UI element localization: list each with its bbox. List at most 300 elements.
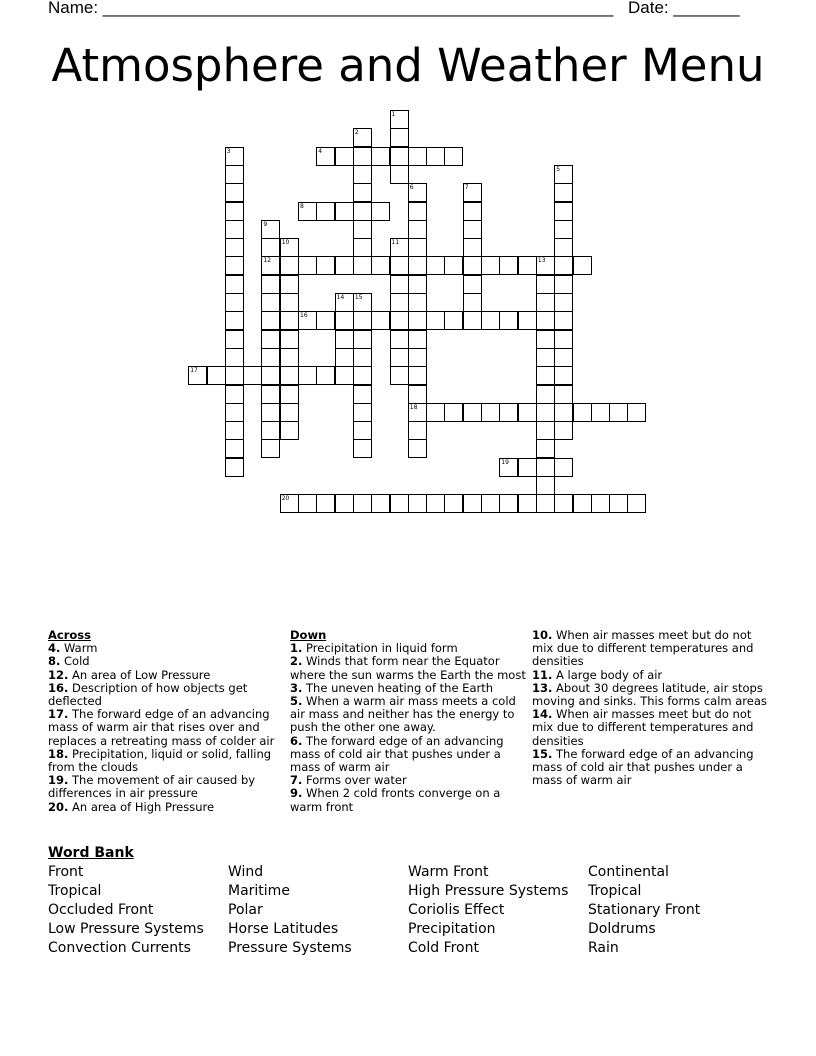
clue-number: 9.: [290, 786, 303, 801]
clue-text: The forward edge of an advancing mass of warm air that rises over and replaces a retreating mass of colder air: [48, 707, 275, 748]
crossword-cell[interactable]: [390, 238, 409, 257]
crossword-cell[interactable]: [298, 366, 317, 385]
crossword-cell[interactable]: [536, 458, 555, 477]
crossword-cell[interactable]: [280, 403, 299, 422]
clue-text: The forward edge of an advancing mass of cold air that pushes under a mass of warm air: [290, 733, 504, 775]
down-clue: [290, 655, 526, 681]
crossword-cell[interactable]: [353, 494, 372, 513]
crossword-cell[interactable]: [353, 147, 372, 166]
crossword-cell[interactable]: [463, 183, 482, 202]
crossword-cell[interactable]: [573, 256, 592, 275]
down-clue: [532, 708, 768, 748]
crossword-cell[interactable]: [280, 385, 299, 404]
crossword-cell[interactable]: [225, 439, 244, 458]
crossword-cell[interactable]: [225, 366, 244, 385]
crossword-cell[interactable]: [536, 366, 555, 385]
crossword-cell[interactable]: [261, 293, 280, 312]
crossword-cell[interactable]: [390, 348, 409, 367]
page-title: Atmosphere and Weather Menu: [51, 39, 765, 92]
crossword-cell[interactable]: [408, 385, 427, 404]
crossword-cell[interactable]: [481, 494, 500, 513]
crossword-cell[interactable]: [518, 311, 537, 330]
word-bank-word: Warm Front: [408, 864, 489, 880]
clue-number: 12: [263, 257, 272, 265]
crossword-cell[interactable]: [280, 366, 299, 385]
crossword-cell[interactable]: [536, 439, 555, 458]
crossword-cell[interactable]: [225, 238, 244, 257]
crossword-cell[interactable]: [444, 494, 463, 513]
crossword-cell[interactable]: [353, 311, 372, 330]
clue-number: 20.: [48, 799, 69, 814]
clue-number: 10: [281, 239, 290, 247]
crossword-cell[interactable]: [335, 494, 354, 513]
crossword-cell[interactable]: [261, 421, 280, 440]
crossword-cell[interactable]: [335, 293, 354, 312]
crossword-cell[interactable]: [243, 366, 262, 385]
crossword-cell[interactable]: [353, 330, 372, 349]
crossword-cell[interactable]: [609, 403, 628, 422]
word-bank-column-4: [588, 863, 700, 958]
crossword-cell[interactable]: [280, 293, 299, 312]
clue-text: An area of High Pressure: [68, 799, 215, 814]
word-bank-word: Horse Latitudes: [228, 921, 339, 937]
clue-text: Precipitation in liquid form: [302, 641, 458, 656]
crossword-cell[interactable]: [353, 202, 372, 221]
down-clue: [532, 629, 768, 669]
word-bank-word: Wind: [228, 864, 264, 880]
across-clue: [48, 774, 280, 800]
crossword-cell[interactable]: [353, 385, 372, 404]
clue-number: 10.: [532, 628, 553, 642]
crossword-cell[interactable]: [554, 238, 573, 257]
crossword-cell[interactable]: [335, 256, 354, 275]
clue-number: 7.: [290, 773, 303, 788]
across-clue: [48, 682, 280, 708]
down-clue: [532, 682, 768, 708]
crossword-cell[interactable]: [390, 110, 409, 129]
crossword-cell[interactable]: [371, 202, 390, 221]
crossword-cell[interactable]: [371, 147, 390, 166]
crossword-cell[interactable]: [353, 348, 372, 367]
crossword-cell[interactable]: [463, 275, 482, 294]
crossword-cell[interactable]: [280, 311, 299, 330]
word-bank-word: Coriolis Effect: [408, 902, 505, 918]
crossword-cell[interactable]: [261, 366, 280, 385]
crossword-cell[interactable]: [518, 494, 537, 513]
crossword-cell[interactable]: [335, 366, 354, 385]
crossword-cell[interactable]: [481, 403, 500, 422]
clue-text: The forward edge of an advancing mass of cold air that pushes under a mass of warm air: [532, 746, 754, 788]
word-bank-word: Doldrums: [588, 921, 656, 937]
crossword-cell[interactable]: [536, 494, 555, 513]
clue-text: The movement of air caused by differences in air pressure: [48, 773, 256, 801]
crossword-cell[interactable]: [353, 293, 372, 312]
clue-text: When 2 cold fronts converge on a warm front: [290, 786, 501, 814]
clue-text: Description of how objects get deflected: [48, 680, 248, 709]
crossword-cell[interactable]: [536, 476, 555, 495]
crossword-cell[interactable]: [316, 147, 335, 166]
clue-number: 4.: [48, 641, 61, 656]
clue-number: 6.: [290, 733, 303, 748]
crossword-cell[interactable]: [261, 403, 280, 422]
crossword-cell[interactable]: [353, 366, 372, 385]
crossword-cell[interactable]: [536, 311, 555, 330]
crossword-cell[interactable]: [371, 256, 390, 275]
clue-text: The uneven heating of the Earth: [302, 680, 494, 695]
word-bank-word: Pressure Systems: [228, 940, 352, 956]
word-bank-word: Occluded Front: [48, 902, 154, 918]
crossword-cell[interactable]: [554, 348, 573, 367]
word-bank-word: High Pressure Systems: [408, 883, 569, 899]
word-bank-column-3: [408, 863, 568, 958]
crossword-cell[interactable]: [408, 403, 427, 422]
crossword-cell[interactable]: [444, 311, 463, 330]
crossword-cell[interactable]: [225, 220, 244, 239]
word-bank-title: Word Bank: [48, 845, 134, 861]
crossword-cell[interactable]: [499, 494, 518, 513]
crossword-cell[interactable]: [225, 275, 244, 294]
crossword-cell[interactable]: [353, 165, 372, 184]
crossword-cell[interactable]: [335, 311, 354, 330]
crossword-cell[interactable]: [225, 458, 244, 477]
crossword-cell[interactable]: [408, 238, 427, 257]
crossword-cell[interactable]: [371, 311, 390, 330]
crossword-cell[interactable]: [261, 238, 280, 257]
down-clues: [290, 629, 526, 814]
crossword-cell[interactable]: [316, 366, 335, 385]
across-clue: [48, 748, 280, 774]
crossword-cell[interactable]: [408, 330, 427, 349]
clue-number: 8.: [48, 654, 61, 669]
crossword-cell[interactable]: [536, 421, 555, 440]
crossword-cell[interactable]: [353, 183, 372, 202]
crossword-cell[interactable]: [554, 421, 573, 440]
crossword-cell[interactable]: [573, 403, 592, 422]
down-heading: Down: [290, 628, 327, 642]
crossword-cell[interactable]: [390, 256, 409, 275]
crossword-cell[interactable]: [554, 403, 573, 422]
crossword-cell[interactable]: [225, 385, 244, 404]
clue-number: 4: [318, 147, 323, 155]
crossword-grid: [0, 0, 816, 520]
crossword-cell[interactable]: [188, 366, 207, 385]
clue-text: When a warm air mass meets a cold air mass and neither has the energy to push the other one away.: [290, 694, 516, 735]
crossword-cell[interactable]: [554, 256, 573, 275]
crossword-cell[interactable]: [518, 458, 537, 477]
crossword-cell[interactable]: [463, 293, 482, 312]
crossword-cell[interactable]: [554, 366, 573, 385]
clue-number: 7: [464, 184, 469, 192]
crossword-cell[interactable]: [261, 311, 280, 330]
crossword-cell[interactable]: [463, 256, 482, 275]
crossword-cell[interactable]: [225, 202, 244, 221]
crossword-cell[interactable]: [353, 238, 372, 257]
crossword-cell[interactable]: [554, 183, 573, 202]
clue-number: 3: [226, 147, 231, 155]
crossword-cell[interactable]: [390, 494, 409, 513]
clue-number: 13: [537, 257, 546, 265]
crossword-cell[interactable]: [390, 330, 409, 349]
clue-number: 14.: [532, 707, 553, 722]
clue-number: 13.: [532, 680, 553, 695]
across-clue: [48, 801, 280, 814]
down-clue: [290, 695, 526, 735]
crossword-cell[interactable]: [536, 293, 555, 312]
crossword-cell[interactable]: [518, 403, 537, 422]
clue-number: 19.: [48, 773, 69, 788]
crossword-cell[interactable]: [408, 348, 427, 367]
crossword-cell[interactable]: [408, 311, 427, 330]
clue-number: 11: [391, 239, 400, 247]
clue-number: 8: [300, 202, 304, 210]
crossword-cell[interactable]: [408, 439, 427, 458]
word-bank-word: Low Pressure Systems: [48, 921, 204, 937]
crossword-cell[interactable]: [444, 256, 463, 275]
crossword-cell[interactable]: [390, 275, 409, 294]
crossword-cell[interactable]: [554, 311, 573, 330]
word-bank-word: Polar: [228, 902, 263, 918]
crossword-cell[interactable]: [261, 275, 280, 294]
clue-text: Precipitation, liquid or solid, falling from the clouds: [48, 746, 272, 775]
clue-number: 5: [556, 165, 561, 173]
crossword-cell[interactable]: [225, 165, 244, 184]
crossword-cell[interactable]: [280, 275, 299, 294]
crossword-cell[interactable]: [335, 147, 354, 166]
word-bank-column-1: [48, 863, 204, 958]
crossword-cell[interactable]: [280, 494, 299, 513]
clue-number: 11.: [532, 667, 553, 682]
word-bank-word: Front: [48, 864, 84, 880]
crossword-cell[interactable]: [444, 403, 463, 422]
word-bank-word: Continental: [588, 864, 669, 880]
crossword-cell[interactable]: [408, 293, 427, 312]
clue-number: 17.: [48, 707, 69, 722]
clue-number: 2: [354, 129, 359, 137]
crossword-cell[interactable]: [463, 403, 482, 422]
across-clues: [48, 629, 280, 814]
crossword-cell[interactable]: [316, 202, 335, 221]
crossword-cell[interactable]: [426, 147, 445, 166]
clue-number: 1: [391, 111, 396, 118]
crossword-cell[interactable]: [536, 385, 555, 404]
down-clue: [290, 787, 526, 813]
crossword-cell[interactable]: [554, 385, 573, 404]
crossword-cell[interactable]: [298, 202, 317, 221]
crossword-cell[interactable]: [463, 238, 482, 257]
crossword-cell[interactable]: [335, 202, 354, 221]
crossword-cell[interactable]: [261, 385, 280, 404]
crossword-cell[interactable]: [353, 128, 372, 147]
down-clue: [532, 748, 768, 788]
crossword-cell[interactable]: [426, 256, 445, 275]
clue-number: 2.: [290, 654, 303, 669]
crossword-cell[interactable]: [426, 494, 445, 513]
word-bank-word: Maritime: [228, 883, 290, 899]
crossword-cell[interactable]: [225, 183, 244, 202]
word-bank-word: Rain: [588, 940, 619, 956]
crossword-cell[interactable]: [298, 256, 317, 275]
clue-number: 3.: [290, 680, 303, 695]
crossword-cell[interactable]: [481, 256, 500, 275]
crossword-cell[interactable]: [554, 293, 573, 312]
crossword-cell[interactable]: [390, 293, 409, 312]
word-bank-word: Cold Front: [408, 940, 479, 956]
crossword-cell[interactable]: [298, 494, 317, 513]
crossword-cell[interactable]: [518, 256, 537, 275]
crossword-cell[interactable]: [463, 311, 482, 330]
crossword-cell[interactable]: [225, 311, 244, 330]
crossword-cell[interactable]: [499, 403, 518, 422]
crossword-cell[interactable]: [408, 256, 427, 275]
crossword-cell[interactable]: [225, 256, 244, 275]
crossword-cell[interactable]: [426, 311, 445, 330]
crossword-cell[interactable]: [463, 202, 482, 221]
crossword-cell[interactable]: [225, 147, 244, 166]
crossword-cell[interactable]: [536, 330, 555, 349]
clue-number: 18: [409, 403, 418, 411]
clue-text: An area of Low Pressure: [68, 667, 211, 682]
down-clues-continued: [532, 629, 768, 787]
crossword-cell[interactable]: [280, 421, 299, 440]
clue-number: 5.: [290, 694, 303, 709]
crossword-cell[interactable]: [481, 311, 500, 330]
crossword-cell[interactable]: [335, 330, 354, 349]
clue-number: 6: [409, 184, 414, 192]
crossword-cell[interactable]: [591, 403, 610, 422]
crossword-cell[interactable]: [225, 348, 244, 367]
clue-text: A large body of air: [552, 667, 663, 682]
clue-text: Forms over water: [302, 773, 407, 788]
crossword-cell[interactable]: [225, 421, 244, 440]
crossword-cell[interactable]: [390, 165, 409, 184]
word-bank-word: Tropical: [588, 883, 642, 899]
crossword-cell[interactable]: [353, 439, 372, 458]
crossword-cell[interactable]: [390, 366, 409, 385]
crossword-cell[interactable]: [280, 348, 299, 367]
name-field-label: Name: ______________________________________________________: [48, 0, 614, 17]
clue-number: 9: [263, 220, 268, 228]
crossword-cell[interactable]: [353, 403, 372, 422]
clue-number: 12.: [48, 667, 69, 682]
crossword-cell[interactable]: [591, 494, 610, 513]
crossword-cell[interactable]: [371, 494, 390, 513]
crossword-cell[interactable]: [627, 403, 646, 422]
crossword-cell[interactable]: [353, 220, 372, 239]
down-clue: [290, 735, 526, 775]
crossword-cell[interactable]: [573, 494, 592, 513]
clue-text: About 30 degrees latitude, air stops moving and sinks. This forms calm areas: [532, 680, 767, 709]
crossword-cell[interactable]: [408, 183, 427, 202]
crossword-cell[interactable]: [408, 275, 427, 294]
crossword-cell[interactable]: [261, 348, 280, 367]
across-heading: Across: [48, 628, 91, 642]
crossword-cell[interactable]: [554, 275, 573, 294]
clue-number: 18.: [48, 746, 69, 761]
crossword-cell[interactable]: [261, 439, 280, 458]
crossword-cell[interactable]: [408, 421, 427, 440]
clue-number: 19: [501, 458, 509, 466]
word-bank-word: Stationary Front: [588, 902, 701, 918]
crossword-cell[interactable]: [499, 311, 518, 330]
crossword-cell[interactable]: [554, 330, 573, 349]
crossword-cell[interactable]: [207, 366, 226, 385]
clue-number: 1.: [290, 641, 303, 656]
crossword-cell[interactable]: [316, 311, 335, 330]
clue-number: 14: [336, 294, 345, 301]
clue-number: 16: [300, 312, 308, 320]
crossword-cell[interactable]: [316, 494, 335, 513]
crossword-cell[interactable]: [280, 256, 299, 275]
across-clue: [48, 708, 280, 748]
crossword-cell[interactable]: [390, 311, 409, 330]
crossword-cell[interactable]: [316, 256, 335, 275]
crossword-cell[interactable]: [554, 202, 573, 221]
clue-text: When air masses meet but do not mix due to different temperatures and densities: [532, 707, 754, 748]
clue-text: Warm: [60, 641, 98, 656]
crossword-cell[interactable]: [463, 494, 482, 513]
crossword-cell[interactable]: [261, 256, 280, 275]
crossword-cell[interactable]: [353, 421, 372, 440]
clue-number: 16.: [48, 680, 69, 695]
crossword-cell[interactable]: [408, 366, 427, 385]
crossword-cell[interactable]: [444, 147, 463, 166]
crossword-cell[interactable]: [390, 147, 409, 166]
crossword-cell[interactable]: [390, 128, 409, 147]
clue-text: When air masses meet but do not mix due to different temperatures and densities: [532, 628, 754, 669]
crossword-cell[interactable]: [536, 275, 555, 294]
crossword-cell[interactable]: [554, 165, 573, 184]
clue-number: 17: [190, 367, 198, 375]
word-bank-word: Convection Currents: [48, 940, 191, 956]
word-bank-word: Precipitation: [408, 921, 496, 937]
word-bank-column-2: [228, 863, 352, 958]
crossword-cell[interactable]: [353, 256, 372, 275]
word-bank-word: Tropical: [48, 883, 102, 899]
clue-number: 15: [354, 294, 363, 301]
crossword-cell[interactable]: [554, 458, 573, 477]
crossword-cell[interactable]: [280, 238, 299, 257]
crossword-cell[interactable]: [408, 147, 427, 166]
crossword-cell[interactable]: [627, 494, 646, 513]
clue-number: 15.: [532, 746, 553, 761]
crossword-cell[interactable]: [499, 256, 518, 275]
crossword-cell[interactable]: [536, 256, 555, 275]
crossword-cell[interactable]: [609, 494, 628, 513]
crossword-cell[interactable]: [536, 348, 555, 367]
crossword-cell[interactable]: [536, 403, 555, 422]
crossword-cell[interactable]: [261, 220, 280, 239]
crossword-cell[interactable]: [298, 311, 317, 330]
crossword-cell[interactable]: [335, 348, 354, 367]
clue-text: Winds that form near the Equator where the sun warms the Earth the most: [290, 654, 526, 682]
crossword-cell[interactable]: [426, 403, 445, 422]
crossword-cell[interactable]: [225, 403, 244, 422]
crossword-cell[interactable]: [554, 220, 573, 239]
crossword-cell[interactable]: [408, 202, 427, 221]
crossword-cell[interactable]: [499, 458, 518, 477]
crossword-cell[interactable]: [554, 494, 573, 513]
crossword-cell[interactable]: [280, 330, 299, 349]
clue-number: 20: [281, 495, 290, 503]
crossword-cell[interactable]: [408, 220, 427, 239]
crossword-cell[interactable]: [463, 220, 482, 239]
crossword-cell[interactable]: [261, 330, 280, 349]
clue-text: Cold: [60, 654, 90, 669]
date-field-label: Date: _______: [628, 0, 740, 17]
crossword-cell[interactable]: [225, 293, 244, 312]
crossword-cell[interactable]: [225, 330, 244, 349]
crossword-cell[interactable]: [408, 494, 427, 513]
